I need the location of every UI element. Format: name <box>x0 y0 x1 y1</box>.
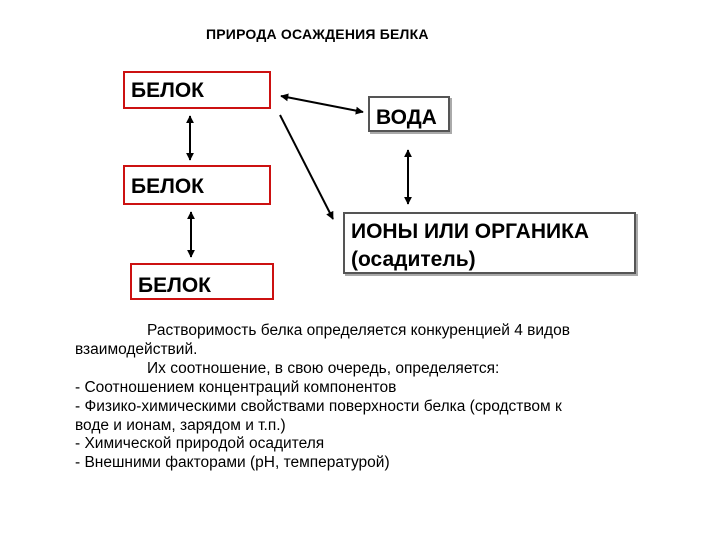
protein-box-top-label: БЕЛОК <box>131 79 204 102</box>
list-item-2-line-2: воде и ионам, зарядом и т.п.) <box>75 416 286 434</box>
ions-box-title: ИОНЫ ИЛИ ОРГАНИКА <box>351 220 590 243</box>
paragraph-1-line-1: Растворимость белка определяется конкуренцией 4 видов <box>147 322 570 339</box>
description-text <box>75 322 675 473</box>
paragraph-1-line-2: взаимодействий. <box>75 340 198 358</box>
diagram-title: ПРИРОДА ОСАЖДЕНИЯ БЕЛКА <box>206 26 429 42</box>
protein-box-middle-label: БЕЛОК <box>131 175 204 198</box>
arrow-protein-water <box>281 96 363 112</box>
list-item-3: - Химической природой осадителя <box>75 435 325 453</box>
paragraph-2-line-1: Их соотношение, в свою очередь, определяется: <box>147 359 500 377</box>
ions-box-subtitle: (осадитель) <box>351 248 476 271</box>
protein-box-bottom-label: БЕЛОК <box>138 274 211 297</box>
list-item-2-line-1: - Физико-химическими свойствами поверхности белка (сродством к <box>75 397 562 415</box>
list-item-1: - Соотношением концентраций компонентов <box>75 378 397 396</box>
water-box-label: ВОДА <box>376 106 437 129</box>
list-item-4: - Внешними факторами (рН, температурой) <box>75 454 390 472</box>
arrow-protein-ions <box>280 115 333 219</box>
